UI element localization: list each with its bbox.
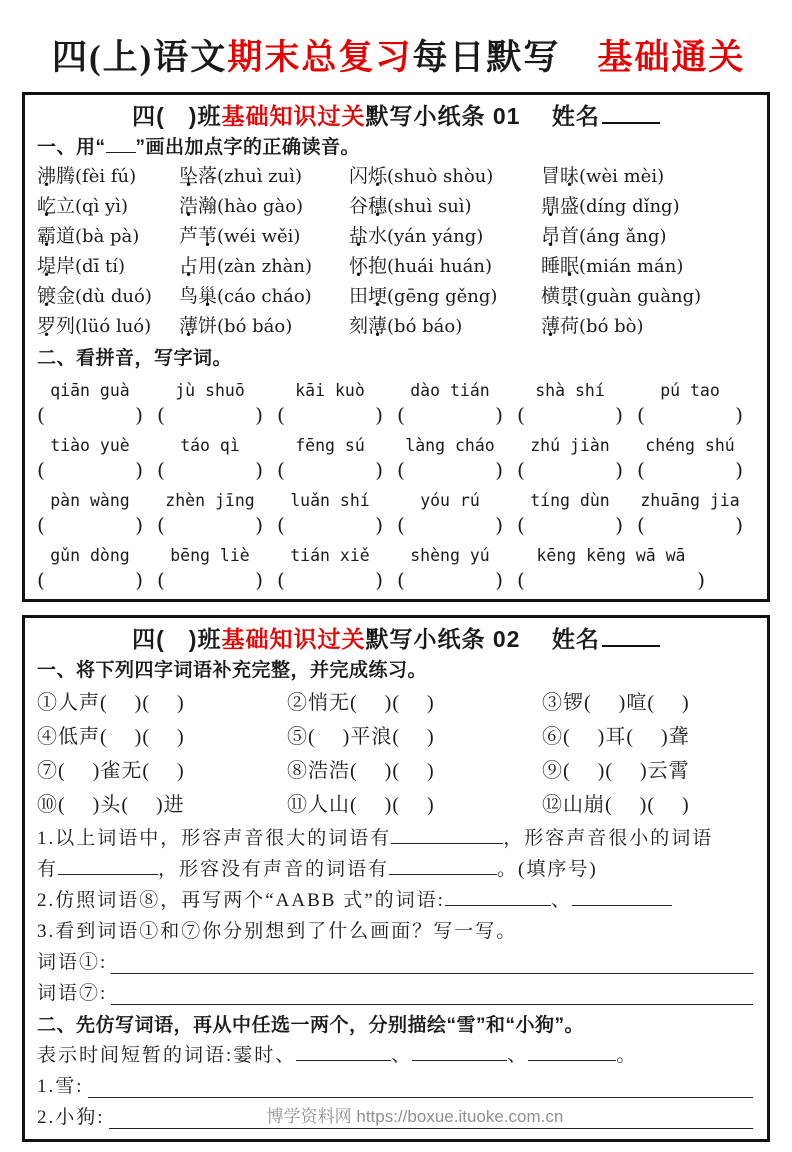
paren-close: ): [495, 458, 503, 482]
pinyin-text: yóu rú: [420, 491, 480, 510]
paren-open: (: [37, 403, 45, 427]
question-text: 词语①:: [37, 952, 108, 973]
pinyin-write-item: [397, 434, 503, 483]
pinyin-write-item: [517, 434, 623, 483]
character: 金: [56, 285, 76, 307]
word-item: [179, 192, 349, 222]
paren-close: ): [375, 403, 383, 427]
word-item: [37, 312, 179, 342]
character: 冒: [541, 165, 561, 187]
paren-close: ): [495, 513, 503, 537]
dotted-character: 烁: [368, 165, 388, 187]
answer-parentheses: [37, 568, 143, 593]
pinyin-options: (díng dǐng): [579, 196, 680, 217]
pinyin-row: [37, 544, 755, 593]
question-text: 词语⑦:: [37, 983, 108, 1004]
question-text: 表示时间短暂的词语:霎时、: [37, 1045, 297, 1066]
question-text: 2.仿照词语⑧，再写两个“AABB 式”的词语:: [37, 890, 445, 911]
pinyin-write-item: [637, 379, 743, 428]
pinyin-options: (shuò shòu): [387, 166, 494, 187]
character: 岸: [56, 255, 76, 277]
paren-open: (: [637, 513, 645, 537]
answer-blank: [109, 1109, 753, 1129]
character: 鸟: [179, 285, 199, 307]
pinyin-write-item: [157, 544, 263, 593]
pinyin-text: pú tao: [660, 381, 720, 400]
pinyin-write-item: [517, 544, 705, 593]
paren-close: ): [135, 458, 143, 482]
dotted-character: 埂: [368, 285, 388, 307]
word-item: [179, 222, 349, 252]
pinyin-write-item: [277, 544, 383, 593]
answer-parentheses: [517, 458, 623, 483]
pinyin-options: (dī tí): [75, 256, 126, 277]
character: 横: [541, 285, 561, 307]
paren-close: ): [495, 403, 503, 427]
pinyin-write-item: [277, 434, 383, 483]
pinyin-write-item: [277, 379, 383, 428]
character: 刻: [349, 315, 369, 337]
question-text: ”画出加点字的正确读音。: [135, 137, 361, 158]
idiom-item: ③锣( )喧( ): [542, 692, 690, 714]
pinyin-text: zhuāng jia: [640, 491, 740, 510]
paren-open: (: [37, 458, 45, 482]
pinyin-options: (zàn zhàn): [217, 256, 313, 277]
paren-open: (: [397, 513, 405, 537]
pinyin-write-item: [397, 544, 503, 593]
word-item: [541, 192, 755, 222]
dotted-character: 罗: [37, 315, 57, 337]
answer-parentheses: [277, 458, 383, 483]
pinyin-options: (zhuì zuì): [217, 166, 303, 187]
dotted-character: 巢: [198, 285, 218, 307]
pinyin-text: kāi kuò: [295, 381, 365, 400]
character: 田: [349, 285, 369, 307]
paper-02-header: [37, 622, 755, 656]
pinyin-options: (shuì suì): [387, 196, 472, 217]
pinyin-text: tiào yuè: [50, 436, 130, 455]
answer-parentheses: [277, 568, 383, 593]
idiom-item: ⑦( )雀无( ): [37, 760, 185, 782]
paper-01-header: [37, 99, 755, 133]
dotted-character: 薄: [368, 315, 388, 337]
question-text: 一、用“: [37, 137, 106, 158]
word-item: [37, 192, 179, 222]
idiom-item: ①人声( )( ): [37, 692, 185, 714]
pinyin-text: tián xiě: [290, 546, 370, 565]
answer-blank: [412, 1041, 507, 1061]
word-item: [349, 222, 541, 252]
paren-close: ): [255, 568, 263, 592]
word-item: [541, 252, 755, 282]
answer-parentheses: [637, 458, 743, 483]
answer-parentheses: [397, 568, 503, 593]
paren-close: ): [135, 568, 143, 592]
paren-open: (: [37, 513, 45, 537]
paper-02: [22, 615, 770, 1142]
question-text: 2.小狗:: [37, 1107, 105, 1128]
pinyin-options: (dù duó): [75, 286, 152, 307]
character: 睡: [541, 255, 561, 277]
idiom-item: ⑥( )耳( )聋: [542, 726, 690, 748]
paren-open: (: [517, 403, 525, 427]
pinyin-text: shèng yú: [410, 546, 490, 565]
header-highlight-text: 基础通关: [560, 38, 746, 77]
paren-open: (: [277, 513, 285, 537]
answer-blank: [391, 824, 503, 844]
paren-close: ): [255, 403, 263, 427]
word-item: [179, 312, 349, 342]
dotted-character: 苇: [198, 225, 218, 247]
pinyin-options: (wèi mèi): [579, 166, 665, 187]
answer-parentheses: [37, 458, 143, 483]
paren-close: ): [615, 513, 623, 537]
answer-blank: [572, 886, 672, 906]
question-text: ，形容声音很小的词语: [503, 828, 714, 849]
answer-parentheses: [37, 403, 143, 428]
pinyin-options: (lüó luó): [75, 316, 152, 337]
question-text: 。(填序号): [497, 859, 598, 880]
character: 列: [56, 315, 76, 337]
paren-close: ): [495, 568, 503, 592]
paren-open: (: [517, 568, 525, 592]
pinyin-text: gǔn dòng: [50, 546, 130, 565]
pinyin-write-item: [37, 489, 143, 538]
paren-open: (: [637, 458, 645, 482]
answer-blank: [88, 1078, 753, 1098]
question-text: 、: [507, 1045, 529, 1066]
pinyin-write-item: [397, 379, 503, 428]
paren-open: (: [157, 403, 165, 427]
paren-close: ): [735, 458, 743, 482]
pinyin-write-item: [37, 544, 143, 593]
word-item: [541, 222, 755, 252]
header-highlight-text: 基础知识过关: [221, 103, 366, 129]
word-item: [349, 282, 541, 312]
paren-open: (: [157, 513, 165, 537]
character: 腾: [56, 165, 76, 187]
answer-parentheses: [277, 403, 383, 428]
pinyin-row: [37, 489, 755, 538]
paren-open: (: [157, 568, 165, 592]
pinyin-text: táo qì: [180, 436, 240, 455]
answer-parentheses: [157, 403, 263, 428]
answer-blank: [296, 1041, 391, 1061]
answer-parentheses: [637, 403, 743, 428]
character: 饼: [198, 315, 218, 337]
pinyin-options: (qì yì): [75, 196, 129, 217]
question-line-picture: [37, 916, 755, 947]
page-title: [52, 30, 768, 80]
question-text: 1.以上词语中，形容声音很大的词语有: [37, 828, 392, 849]
pinyin-options: (hào gào): [217, 196, 304, 217]
paren-open: (: [397, 458, 405, 482]
idiom-item: ⑪人山( )( ): [287, 794, 435, 816]
pinyin-text: tíng dùn: [530, 491, 610, 510]
character: 落: [198, 165, 218, 187]
pinyin-write-item: [517, 379, 623, 428]
dotted-character: 穗: [368, 195, 388, 217]
paper-01-question-2-prompt: 二、看拼音，写字词。: [37, 348, 233, 369]
paren-open: (: [637, 403, 645, 427]
pinyin-text: jù shuō: [175, 381, 245, 400]
dotted-character: 坠: [179, 165, 199, 187]
header-text: 默写小纸条 01 姓名: [365, 103, 600, 129]
dotted-character: 盐: [349, 225, 369, 247]
paper-01-word-list: [37, 162, 755, 342]
paren-close: ): [255, 458, 263, 482]
word-item: [349, 312, 541, 342]
pinyin-write-item: [37, 434, 143, 483]
pinyin-options: (guàn guàng): [579, 286, 702, 307]
pinyin-write-item: [637, 489, 743, 538]
pinyin-options: (yán yáng): [387, 226, 484, 247]
pinyin-write-item: [157, 489, 263, 538]
character: 盛: [560, 195, 580, 217]
pinyin-row: [37, 434, 755, 483]
paren-close: ): [255, 513, 263, 537]
answer-parentheses: [397, 513, 503, 538]
pinyin-text: làng cháo: [405, 436, 495, 455]
dotted-character: 眠: [560, 255, 580, 277]
pinyin-options: (bó báo): [217, 316, 293, 337]
word-item: [37, 162, 179, 192]
header-text: 每日默写: [412, 38, 561, 77]
pinyin-text: dào tián: [410, 381, 490, 400]
pinyin-options: (mián mán): [579, 256, 684, 277]
header-text: 四(上)语文: [52, 38, 228, 77]
paren-open: (: [277, 568, 285, 592]
pinyin-write-item: [397, 489, 503, 538]
pinyin-options: (cáo cháo): [217, 286, 312, 307]
pinyin-options: (huái huán): [387, 256, 492, 277]
dotted-character: 屹: [37, 195, 57, 217]
answer-line-word-1: [37, 947, 755, 978]
character: 道: [56, 225, 76, 247]
answer-parentheses: [517, 568, 705, 593]
question-line-time-words: [37, 1040, 755, 1071]
character: 用: [198, 255, 218, 277]
pinyin-text: bēng liè: [170, 546, 250, 565]
paper-02-question-2-prompt: 二、先仿写词语，再从中任选一两个，分别描绘“雪”和“小狗”。: [37, 1015, 585, 1036]
word-item: [541, 162, 755, 192]
idiom-item: ⑧浩浩( )( ): [287, 760, 435, 782]
word-item: [37, 222, 179, 252]
pinyin-write-item: [637, 434, 743, 483]
answer-line-snow: [37, 1071, 755, 1102]
idiom-item: ⑨( )( )云霄: [542, 760, 690, 782]
answer-line-dog: [37, 1102, 755, 1133]
answer-blank: [389, 855, 497, 875]
answer-parentheses: [397, 403, 503, 428]
pinyin-text: pàn wàng: [50, 491, 130, 510]
pinyin-write-item: [37, 379, 143, 428]
pinyin-row: [37, 379, 755, 428]
answer-parentheses: [277, 513, 383, 538]
question-text: 、: [550, 890, 572, 911]
word-item: [349, 192, 541, 222]
pinyin-text: zhèn jīng: [165, 491, 255, 510]
paren-close: ): [375, 568, 383, 592]
question-line-aabb: [37, 885, 755, 916]
character: 立: [56, 195, 76, 217]
question-text: 。: [616, 1045, 638, 1066]
word-item: [179, 162, 349, 192]
answer-parentheses: [637, 513, 743, 538]
paper-02-idiom-list: [37, 687, 755, 823]
paren-close: ): [375, 513, 383, 537]
answer-parentheses: [397, 458, 503, 483]
paren-open: (: [397, 403, 405, 427]
dotted-character: 堤: [37, 255, 57, 277]
word-item: [541, 282, 755, 312]
pinyin-write-item: [157, 379, 263, 428]
pinyin-options: (áng ǎng): [579, 226, 667, 247]
pinyin-options: (bà pà): [75, 226, 140, 247]
pinyin-text: fēng sú: [295, 436, 365, 455]
character: 闪: [349, 165, 369, 187]
paren-close: ): [135, 513, 143, 537]
paren-open: (: [397, 568, 405, 592]
pinyin-text: kēng kēng wā wā: [536, 546, 686, 565]
question-text: 1.雪:: [37, 1076, 84, 1097]
paren-open: (: [277, 403, 285, 427]
paren-open: (: [157, 458, 165, 482]
paren-open: (: [277, 458, 285, 482]
pinyin-write-item: [277, 489, 383, 538]
question-text: ，形容没有声音的词语有: [158, 859, 390, 880]
answer-parentheses: [37, 513, 143, 538]
header-text: 四( )班: [132, 626, 222, 652]
paren-open: (: [517, 513, 525, 537]
answer-parentheses: [157, 513, 263, 538]
pinyin-options: (bó bò): [579, 316, 644, 337]
paren-close: ): [135, 403, 143, 427]
dotted-character: 贯: [560, 285, 580, 307]
dotted-character: 昂: [541, 225, 561, 247]
dotted-character: 占: [179, 255, 199, 277]
word-item: [37, 252, 179, 282]
word-item: [37, 282, 179, 312]
word-item: [349, 252, 541, 282]
character: 瀚: [198, 195, 218, 217]
name-blank: [602, 100, 660, 124]
idiom-item: ⑩( )头( )进: [37, 794, 185, 816]
question-text: 、: [391, 1045, 413, 1066]
paper-01-pinyin-grid: [37, 379, 755, 593]
dotted-character: 薄: [541, 315, 561, 337]
dotted-character: 鼎: [541, 195, 561, 217]
word-item: [349, 162, 541, 192]
header-highlight-text: 基础知识过关: [221, 626, 366, 652]
character: 芦: [179, 225, 199, 247]
question-text: 3.看到词语①和⑦你分别想到了什么画面？写一写。: [37, 921, 518, 942]
character: 首: [560, 225, 580, 247]
question-line-sound-quiet: [37, 854, 755, 885]
answer-parentheses: [517, 513, 623, 538]
word-item: [179, 252, 349, 282]
header-text: 四( )班: [132, 103, 222, 129]
character: 谷: [349, 195, 369, 217]
answer-parentheses: [157, 568, 263, 593]
header-text: 默写小纸条 02 姓名: [365, 626, 600, 652]
pinyin-options: (wéi wěi): [217, 226, 301, 247]
dotted-character: 沸: [37, 165, 57, 187]
pinyin-options: (gēng gěng): [387, 286, 498, 307]
dotted-character: 镀: [37, 285, 57, 307]
question-text: 有: [37, 859, 59, 880]
paren-open: (: [517, 458, 525, 482]
paren-close: ): [615, 458, 623, 482]
question-line-sound-loud: [37, 823, 755, 854]
pinyin-text: shà shí: [535, 381, 605, 400]
pinyin-text: qiān guà: [50, 381, 130, 400]
idiom-item: ④低声( )( ): [37, 726, 185, 748]
dotted-character: 霸: [37, 225, 57, 247]
paren-close: ): [735, 403, 743, 427]
pinyin-write-item: [157, 434, 263, 483]
paper-01-question-1-prompt: [37, 133, 755, 162]
pinyin-text: zhú jiàn: [530, 436, 610, 455]
answer-parentheses: [517, 403, 623, 428]
dotted-character: 浩: [179, 195, 199, 217]
idiom-item: ②悄无( )( ): [287, 692, 435, 714]
paren-close: ): [375, 458, 383, 482]
character: 抱: [368, 255, 388, 277]
idiom-item: ⑤( )平浪( ): [287, 726, 435, 748]
answer-blank: [111, 954, 753, 974]
answer-blank: [445, 886, 551, 906]
idiom-item: ⑫山崩( )( ): [542, 794, 690, 816]
name-blank: [602, 623, 660, 647]
paper-02-question-1-prompt: 一、将下列四字词语补充完整，并完成练习。: [37, 660, 428, 681]
word-item: [179, 282, 349, 312]
paren-close: ): [615, 403, 623, 427]
paren-close: ): [735, 513, 743, 537]
answer-blank: [111, 985, 753, 1005]
paper-01: [22, 92, 770, 602]
dotted-character: 昧: [560, 165, 580, 187]
paren-close: ): [697, 568, 705, 592]
answer-line-word-7: [37, 978, 755, 1009]
pinyin-options: (bó báo): [387, 316, 463, 337]
header-highlight-text: 期末总复习: [227, 38, 413, 77]
pinyin-text: luǎn shí: [290, 491, 370, 510]
character: 荷: [560, 315, 580, 337]
pinyin-options: (fèi fú): [75, 166, 137, 187]
dotted-character: 薄: [179, 315, 199, 337]
answer-blank: [58, 855, 158, 875]
word-item: [541, 312, 755, 342]
dotted-character: 怀: [349, 255, 369, 277]
answer-blank: [106, 133, 136, 153]
answer-parentheses: [157, 458, 263, 483]
paren-open: (: [37, 568, 45, 592]
pinyin-write-item: [517, 489, 623, 538]
pinyin-text: chéng shú: [645, 436, 735, 455]
answer-blank: [528, 1041, 616, 1061]
watermark: 博学资料网 https://boxue.ituoke.com.cn: [266, 1107, 564, 1126]
character: 水: [368, 225, 388, 247]
